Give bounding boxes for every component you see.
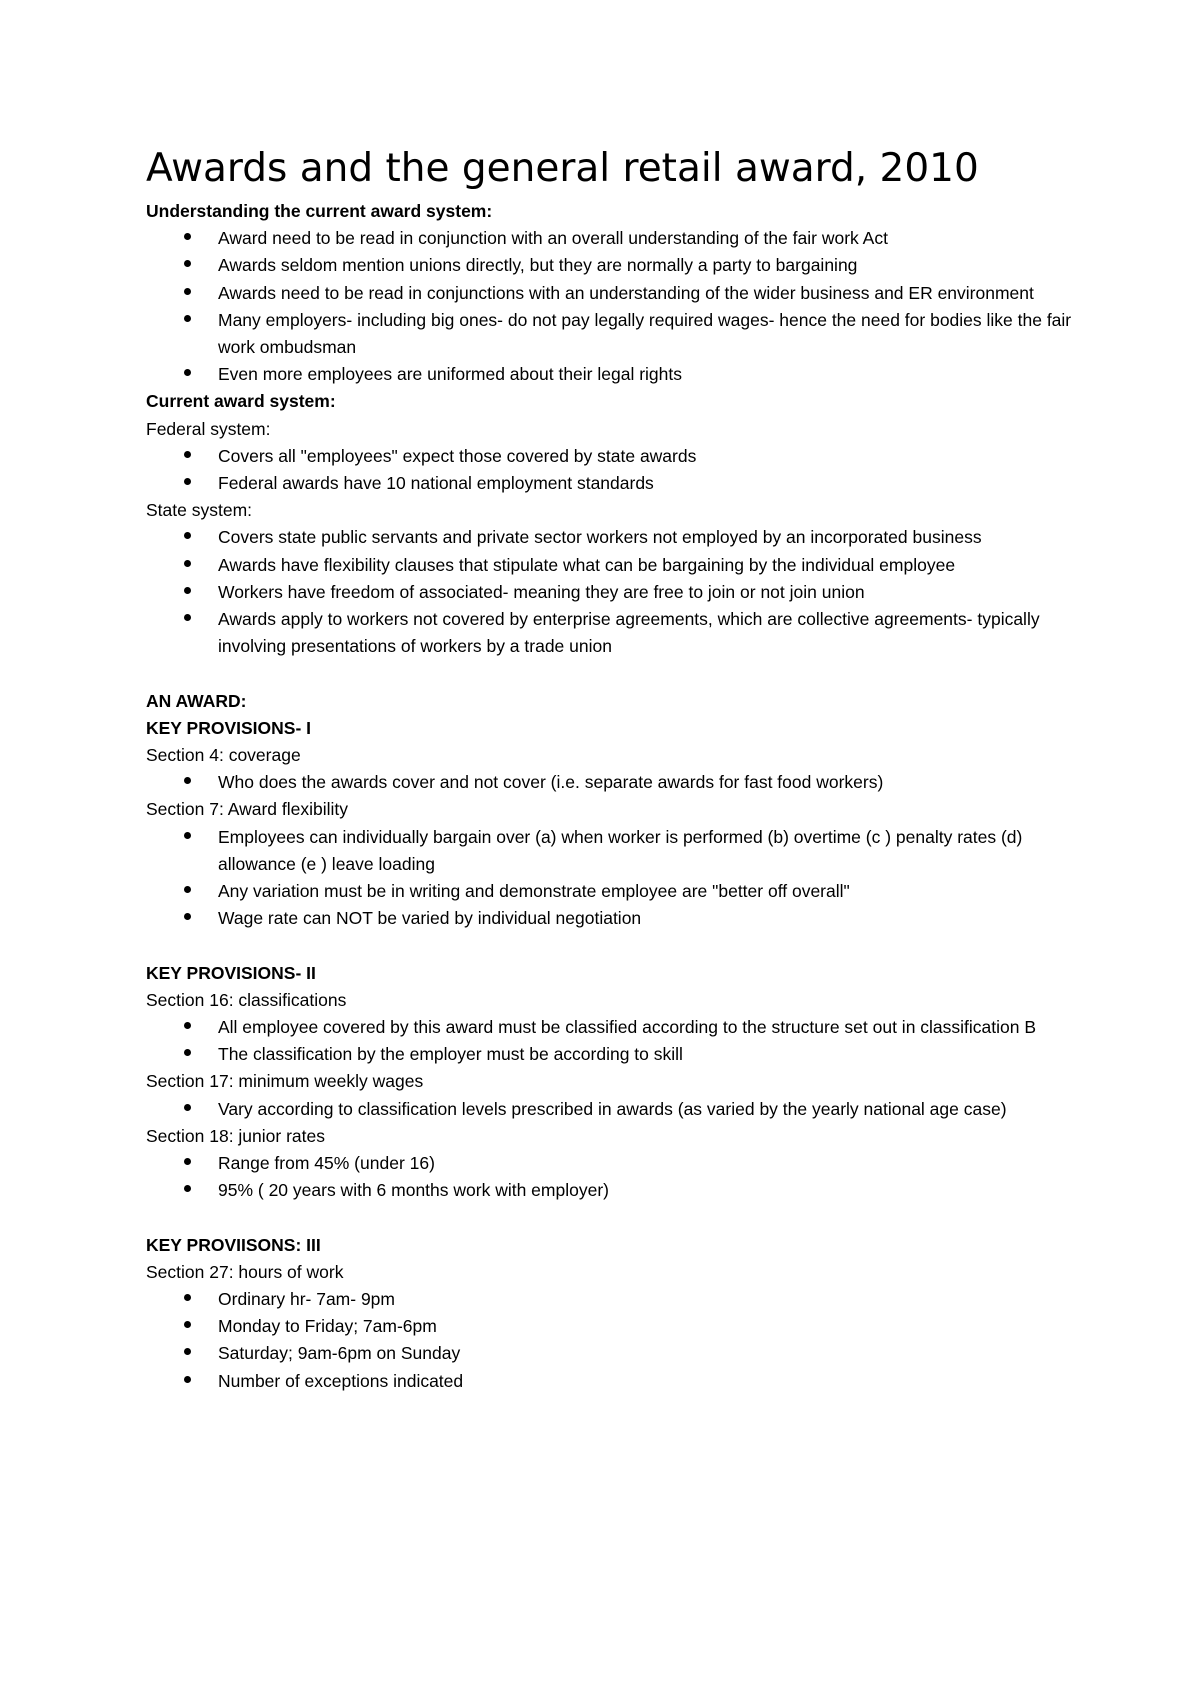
blank-line <box>146 660 1086 687</box>
bullet-icon <box>184 560 191 567</box>
list-item <box>146 1313 1086 1340</box>
list-item-text: Ordinary hr- 7am- 9pm <box>218 1289 395 1310</box>
list-item <box>146 443 1086 470</box>
list-item-text: Monday to Friday; 7am-6pm <box>218 1316 437 1337</box>
subsection-label: Section 18: junior rates <box>146 1125 325 1146</box>
list-item <box>146 1340 1086 1367</box>
subsection-label: Section 4: coverage <box>146 745 301 766</box>
list-item-text: Award need to be read in conjunction with an overall understanding of the fair work Act <box>218 228 888 249</box>
bullet-icon <box>184 587 191 594</box>
list-item-text: Even more employees are uniformed about their legal rights <box>218 364 682 385</box>
blank-line <box>146 1204 1086 1231</box>
list-item-text: 95% ( 20 years with 6 months work with employer) <box>218 1180 609 1201</box>
list-item-text: Awards have flexibility clauses that stipulate what can be bargaining by the individual employee <box>218 554 956 575</box>
list-item <box>146 1286 1086 1313</box>
subsection-label: Federal system: <box>146 418 271 439</box>
bullet-icon <box>184 532 191 539</box>
bullet-icon <box>184 1049 191 1056</box>
section-heading: KEY PROVIISONS: III <box>146 1234 321 1255</box>
bullet-list <box>146 1014 1086 1068</box>
list-item-text: Saturday; 9am-6pm on Sunday <box>218 1343 461 1364</box>
bullet-list <box>146 443 1086 497</box>
bullet-icon <box>184 1348 191 1355</box>
section-heading: KEY PROVISIONS- II <box>146 962 316 983</box>
bullet-list <box>146 524 1086 660</box>
bullet-icon <box>184 478 191 485</box>
list-item <box>146 1150 1086 1177</box>
list-item <box>146 1096 1086 1123</box>
document-title: Awards and the general retail award, 2010 <box>146 146 979 191</box>
bullet-icon <box>184 1185 191 1192</box>
list-item <box>146 552 1086 579</box>
list-item <box>146 1014 1086 1041</box>
bullet-list <box>146 225 1086 388</box>
subsection-label: Section 27: hours of work <box>146 1261 344 1282</box>
bullet-list <box>146 1286 1086 1395</box>
bullet-list <box>146 1150 1086 1204</box>
bullet-icon <box>184 1294 191 1301</box>
list-item <box>146 1041 1086 1068</box>
list-item <box>146 307 1086 361</box>
section-heading: Understanding the current award system: <box>146 201 493 221</box>
list-item <box>146 606 1086 660</box>
list-item-text: Vary according to classification levels prescribed in awards (as varied by the yearly national age case) <box>218 1098 1007 1119</box>
list-item-text: Awards seldom mention unions directly, but they are normally a party to bargaining <box>218 255 858 276</box>
bullet-icon <box>184 233 191 240</box>
list-item-text: Number of exceptions indicated <box>218 1370 464 1391</box>
list-item-text: Workers have freedom of associated- meaning they are free to join or not join union <box>218 581 865 602</box>
bullet-list <box>146 1096 1086 1123</box>
list-item-text: Wage rate can NOT be varied by individual negotiation <box>218 908 642 929</box>
list-item <box>146 280 1086 307</box>
bullet-icon <box>184 1158 191 1165</box>
bullet-icon <box>184 1104 191 1111</box>
list-item-text: Who does the awards cover and not cover (i.e. separate awards for fast food workers) <box>218 772 884 793</box>
bullet-icon <box>184 913 191 920</box>
bullet-icon <box>184 832 191 839</box>
bullet-icon <box>184 288 191 295</box>
list-item <box>146 470 1086 497</box>
list-item-text: Awards apply to workers not covered by enterprise agreements, which are collective agreements- typically involving presentations of workers by a trade union <box>218 609 1040 657</box>
list-item <box>146 524 1086 551</box>
bullet-icon <box>184 1022 191 1029</box>
list-item <box>146 824 1086 878</box>
bullet-icon <box>184 315 191 322</box>
bullet-icon <box>184 1321 191 1328</box>
bullet-list <box>146 769 1086 796</box>
list-item-text: The classification by the employer must be according to skill <box>218 1044 683 1065</box>
list-item <box>146 225 1086 252</box>
subsection-label: Section 7: Award flexibility <box>146 799 349 820</box>
subsection-label: State system: <box>146 500 253 521</box>
section-heading: Current award system: <box>146 391 336 412</box>
list-item-text: Federal awards have 10 national employment standards <box>218 473 654 494</box>
list-item <box>146 1177 1086 1204</box>
bullet-icon <box>184 369 191 376</box>
list-item-text: Any variation must be in writing and demonstrate employee are "better off overall" <box>218 881 850 902</box>
bullet-icon <box>184 260 191 267</box>
list-item-text: Many employers- including big ones- do not pay legally required wages- hence the need for bodies like the fair work ombudsman <box>218 309 1072 358</box>
document-page <box>146 140 1086 1395</box>
list-item <box>146 1368 1086 1395</box>
list-item-text: Employees can individually bargain over (a) when worker is performed (b) overtime (c ) penalty rates (d) allowance (e ) leave loading <box>218 826 1023 874</box>
list-item <box>146 905 1086 932</box>
list-item <box>146 769 1086 796</box>
list-item <box>146 361 1086 388</box>
document-body <box>146 198 1086 1395</box>
bullet-icon <box>184 614 191 621</box>
list-item <box>146 252 1086 279</box>
bullet-icon <box>184 777 191 784</box>
list-item-text: Range from 45% (under 16) <box>218 1153 435 1174</box>
bullet-icon <box>184 886 191 893</box>
list-item <box>146 579 1086 606</box>
blank-line <box>146 932 1086 959</box>
list-item-text: Covers state public servants and private sector workers not employed by an incorporated business <box>218 527 982 548</box>
bullet-icon <box>184 1376 191 1383</box>
section-heading: AN AWARD: <box>146 690 247 711</box>
bullet-icon <box>184 451 191 458</box>
subsection-label: Section 17: minimum weekly wages <box>146 1071 424 1092</box>
bullet-list <box>146 824 1086 933</box>
list-item-text: All employee covered by this award must be classified according to the structure set out in classification B <box>218 1017 1037 1038</box>
subsection-label: Section 16: classifications <box>146 989 347 1010</box>
list-item <box>146 878 1086 905</box>
section-heading: KEY PROVISIONS- I <box>146 717 311 738</box>
list-item-text: Covers all "employees" expect those covered by state awards <box>218 445 697 466</box>
list-item-text: Awards need to be read in conjunctions with an understanding of the wider business and ER environment <box>218 282 1034 303</box>
